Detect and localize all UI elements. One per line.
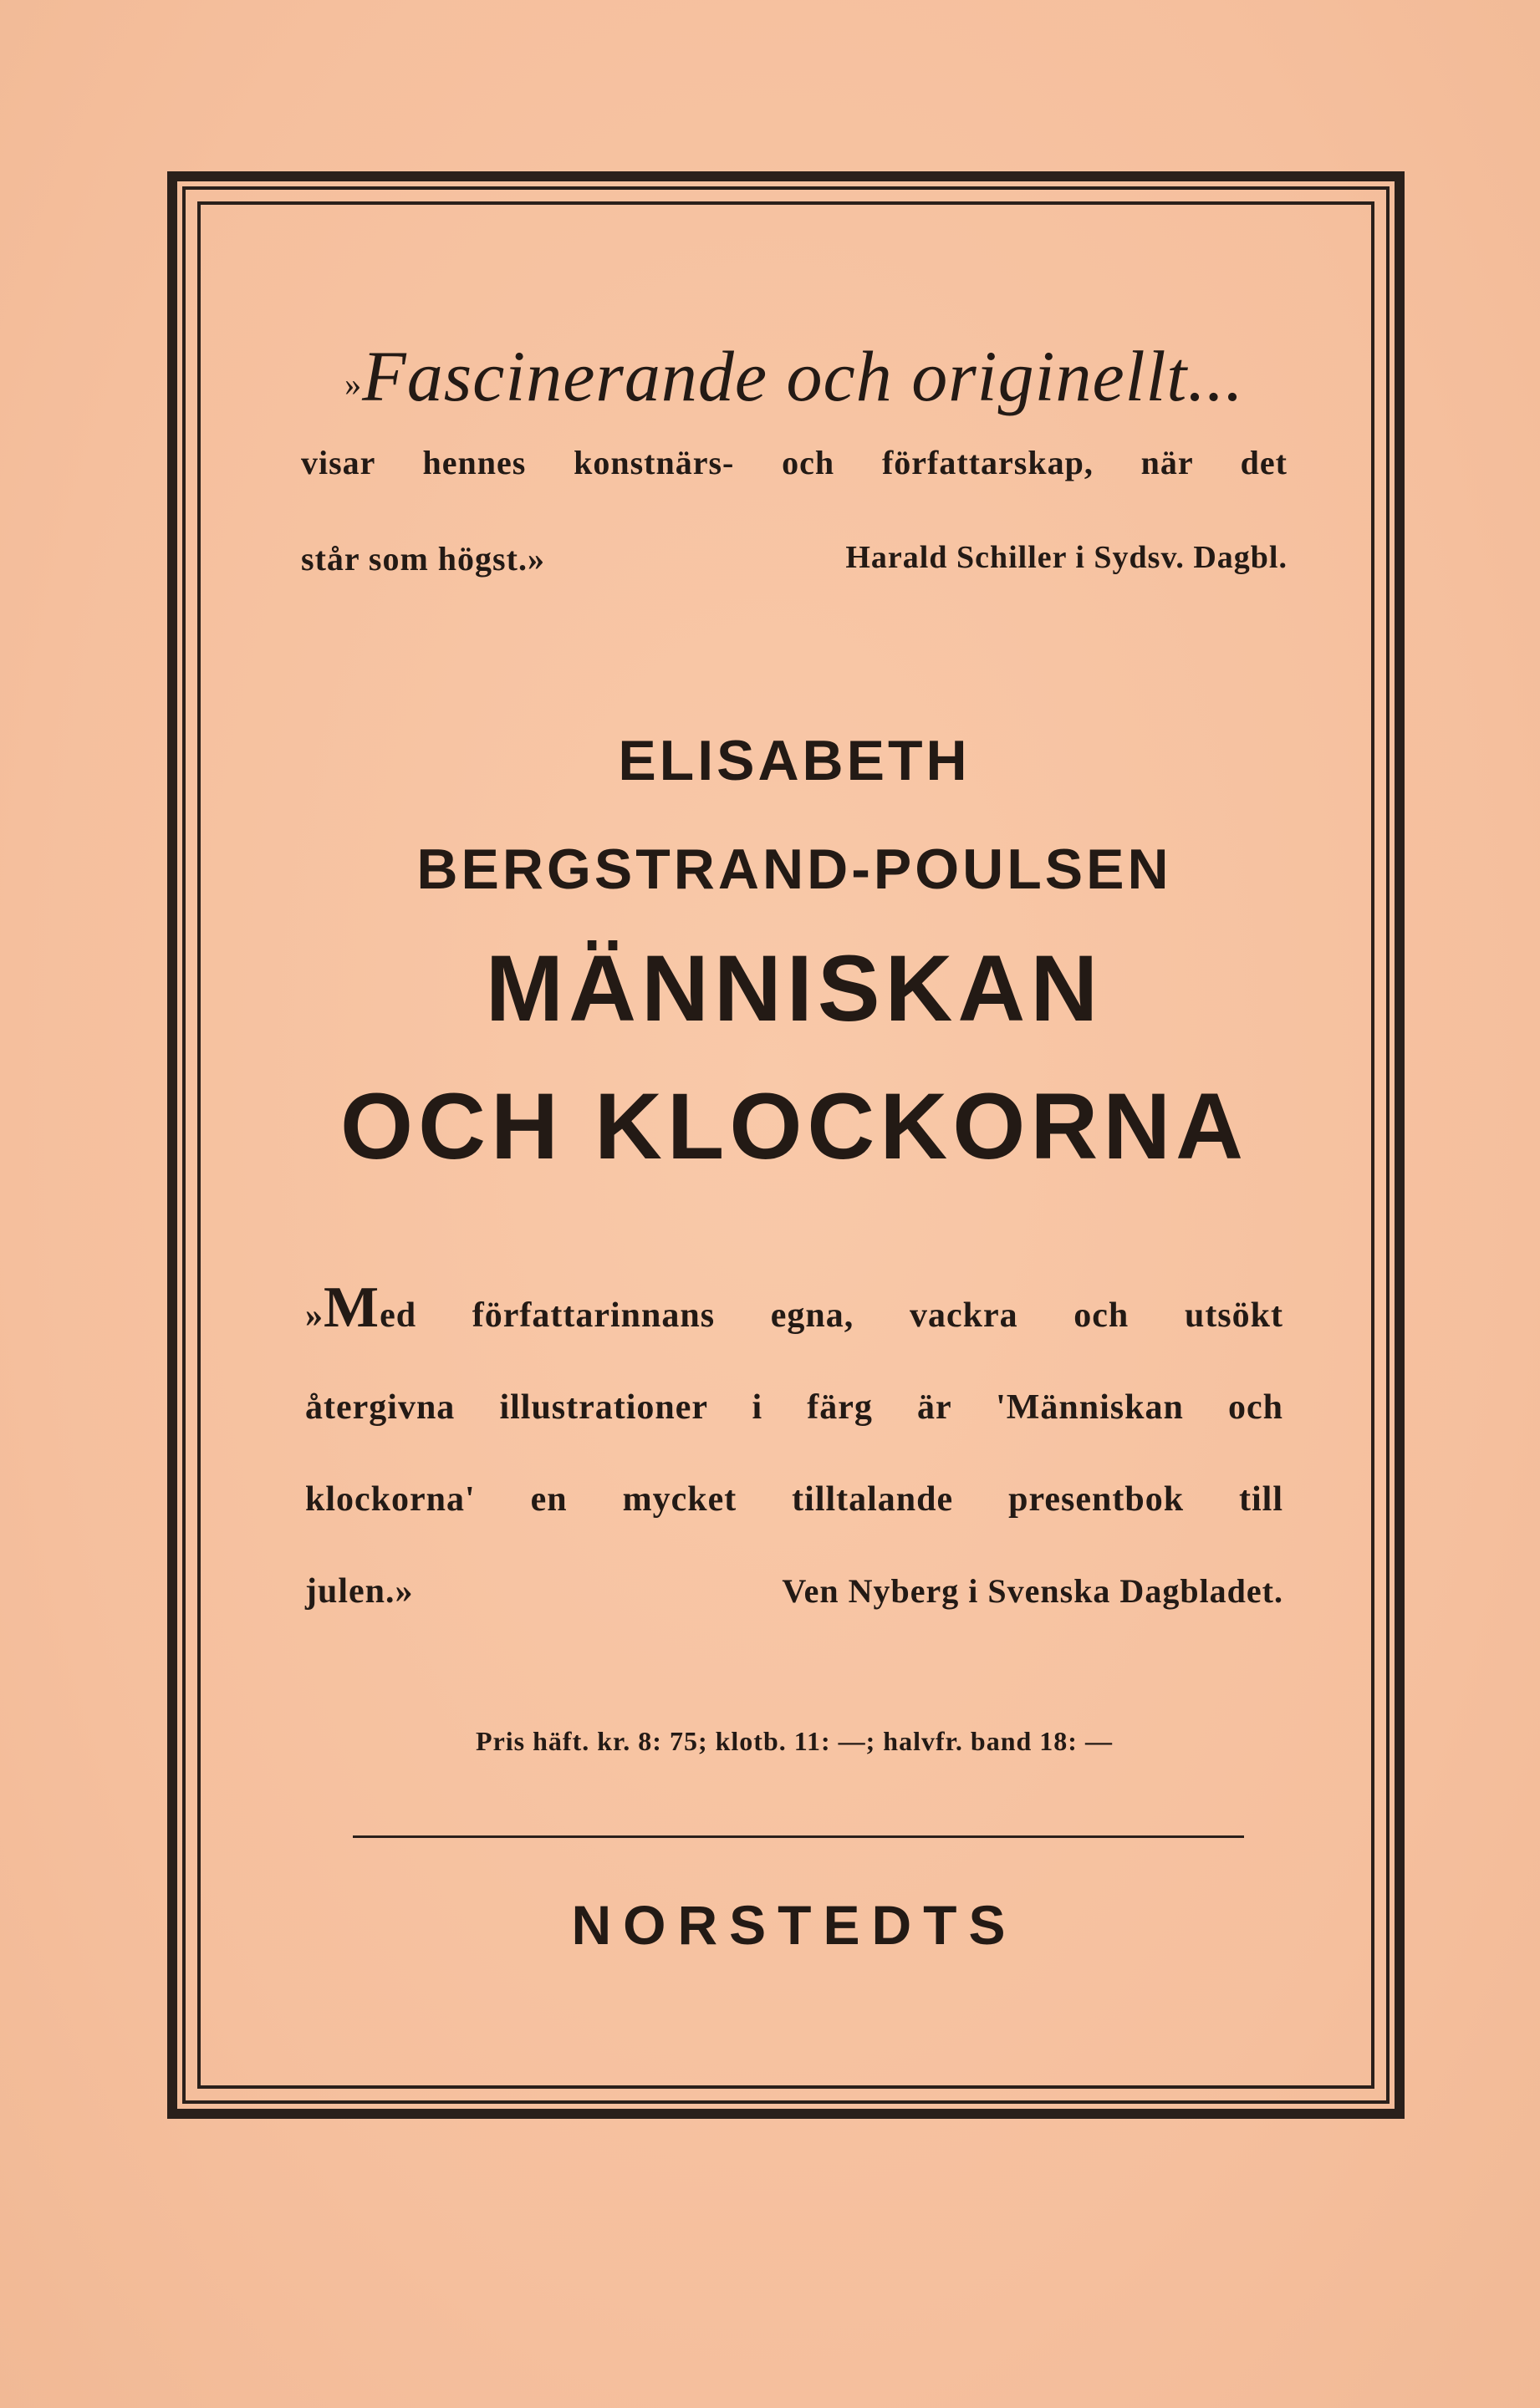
book-title xyxy=(301,919,1288,1195)
author-line-1: ELISABETH xyxy=(618,729,971,792)
horizontal-rule xyxy=(353,1835,1244,1838)
review-line-3: klockorna' en mycket tilltalande presentbok till xyxy=(305,1480,1283,1519)
headline-quote xyxy=(301,334,1288,418)
review-attribution: Ven Nyberg i Svenska Dagbladet. xyxy=(782,1572,1283,1610)
review-initial: M xyxy=(324,1275,380,1340)
title-line-2: OCH KLOCKORNA xyxy=(340,1074,1248,1179)
review-open-mark: » xyxy=(305,1296,324,1335)
author-line-2: BERGSTRAND-POULSEN xyxy=(416,837,1172,901)
quote-attribution: Harald Schiller i Sydsv. Dagbl. xyxy=(845,540,1288,575)
quote-line-1: visar hennes konstnärs- och författarskap, när det xyxy=(301,444,1288,481)
review-line-1 xyxy=(305,1262,1283,1362)
review-line-4-text: julen.» xyxy=(305,1572,414,1611)
review-line-2: återgivna illustrationer i färg är 'Människan och xyxy=(305,1388,1283,1427)
quote-line-2-text: står som högst.» xyxy=(301,540,545,578)
review-line-4 xyxy=(305,1545,1283,1637)
quote-line-2 xyxy=(301,539,1288,578)
publisher-name: NORSTEDTS xyxy=(571,1894,1017,1956)
headline-open-mark: » xyxy=(344,364,363,403)
price-line: Pris häft. kr. 8: 75; klotb. 11: —; halvfr. band 18: — xyxy=(476,1726,1113,1756)
author-name xyxy=(301,706,1288,924)
review-quote xyxy=(305,1262,1283,1637)
title-line-1: MÄNNISKAN xyxy=(485,936,1104,1041)
review-line-1-text: ed författarinnans egna, vackra och utsökt xyxy=(380,1296,1283,1335)
headline-quote-text: Fascinerande och originellt... xyxy=(362,336,1244,416)
